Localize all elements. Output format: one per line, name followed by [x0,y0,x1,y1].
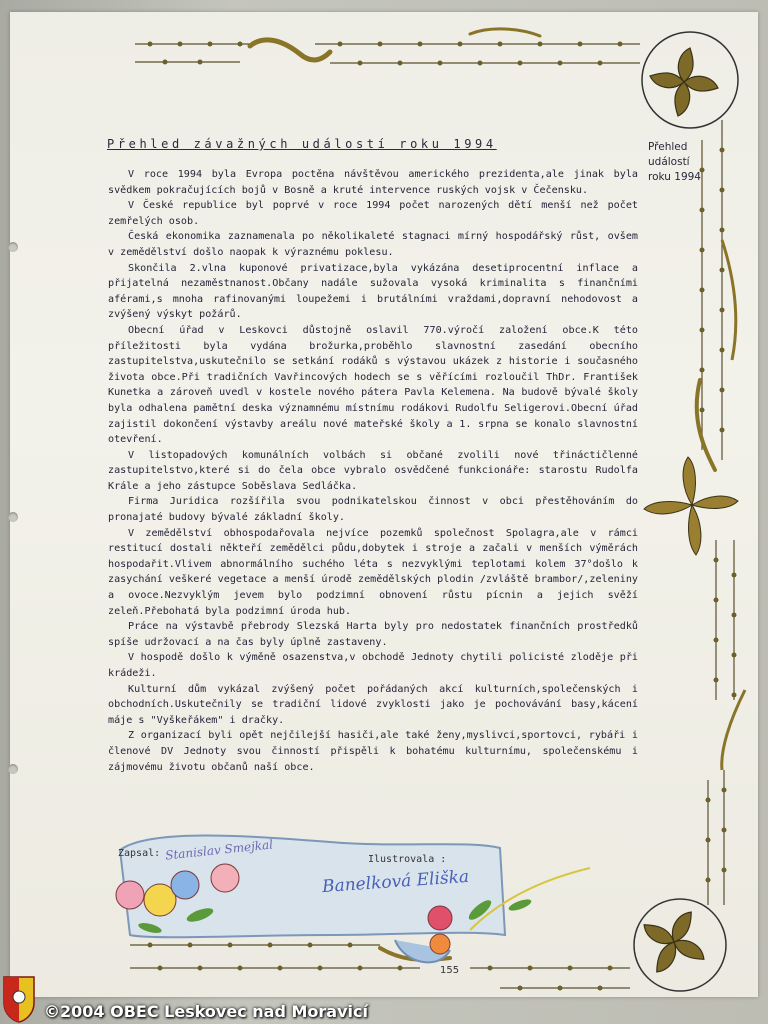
paragraph: Obecní úřad v Leskovci důstojně oslavil 770.výročí založení obce.K této příležitosti byla vydána brožurka,proběhlo slavnostní zasedání obecního zastupitelstva,uskutečnilo se setkání rodáků s výstavou ukázek z historie i současného života obce.Při tradičních Vavřincových hodech se s věřícími rozloučil ThDr. František Kunetka a zároveň uvedl v kostele nového pátera Pavla Kelemena. Na budově bývalé školy byla odhalena pamětní deska významnému místnímu rodákovi Rudolfu Seligerovi.Obecní úřad zajistil dokončení výstavby areálu nové mateřské školy a 1. srpna se konalo slavnostní otevření. [108,324,638,446]
paragraph: V roce 1994 byla Evropa poctěna návštěvou amerického prezidenta,ale jinak byla svědkem pokračujících bojů v Bosně a kruté intervence ruských vojsk v Čečensku. [108,169,638,196]
page-title: Přehled závažných událostí roku 1994 [107,137,497,151]
paragraph: Kulturní dům vykázal zvýšený počet pořádaných akcí kulturních,společenských i obchodních.Uskutečnily se tradiční lidové zvyklosti jako je pochovávání basy,kácení máje s "Vyškeřákem" i dračky. [108,683,638,726]
chronicle-text [108,167,638,775]
side-note-line: Přehled [648,141,688,153]
illustrator-signature: Banelková Eliška [321,866,470,898]
paragraph: Z organizací byli opět nejčilejší hasiči,ale také ženy,myslivci,sportovci, rybáři i členové DV Jednoty svou činností přispěli k bohatému kulturnímu, společenskému i zájmovému životu občanů naší obce. [108,730,638,773]
page-number: 155 [440,965,460,976]
side-note [648,140,701,185]
paragraph: V listopadových komunálních volbách si občané zvolili nové třináctičlenné zastupitelstvo,které si do čela obce vybralo osvědčené funkcionáře: starostu Rudolfa Krále a jeho zástupce Soběslava Sedláčka. [108,449,638,492]
footer [0,997,768,1024]
author-signature: Stanislav Smejkal [164,837,274,863]
paragraph: Česká ekonomika zaznamenala po několikaleté stagnaci mírný hospodářský růst, ovšem v zemědělství došlo naopak k výraznému poklesu. [108,231,638,258]
signature-label: Zapsal: [118,848,161,859]
paragraph: V hospodě došlo k výměně osazenstva,v obchodě Jednoty chytili policisté zloděje při krádeži. [108,652,638,679]
paragraph: V České republice byl poprvé v roce 1994 počet narozených dětí menší než počet zemřelých osob. [108,200,638,227]
illustrator-label: Ilustrovala : [368,854,447,865]
paragraph: Skončila 2.vlna kuponové privatizace,byla vykázána desetiprocentní inflace a přijatelná nezaměstnanost.Občany nadále sužovala vysoká kriminalita s finančními aférami,s mnoha rafinovanými loupežemi i brutálními vraždami,dopravní nehodovost a zvýšený výskyt požárů. [108,262,638,321]
copyright-text: ©2004 OBEC Leskovec nad Moravicí [44,1002,368,1021]
village-crest-icon [2,975,36,1023]
paragraph: V zemědělství obhospodařovala nejvíce pozemků společnost Spolagra,ale v rámci restitucí dostali někteří zemědělci půdu,dobytek i stroje a začali v menších výměrách hospodařit.Vlivem abnormálního suchého léta s nezvyklými teplotami kolem 37°došlo k zasychání veškeré vegetace a menší úrodě zemědělských plodin /zvláště brambor/,zeleniny a ovoce.Nezvyklým jevem bylo podzimní obnovení růstu pícnin a jejich svěží zeleň.Přebohatá byla podzimní úroda hub. [108,527,638,617]
side-note-line: roku 1994 [648,171,701,183]
paragraph: Firma Juridica rozšířila svou podnikatelskou činnost v obci přestěhováním do pronajaté budovy bývalé základní školy. [108,496,638,524]
side-note-line: událostí [648,156,690,168]
paragraph: Práce na výstavbě přebrody Slezská Harta byly pro nedostatek finančních prostředků spíše udržovací a na čas byly úplně zastaveny. [108,621,638,648]
